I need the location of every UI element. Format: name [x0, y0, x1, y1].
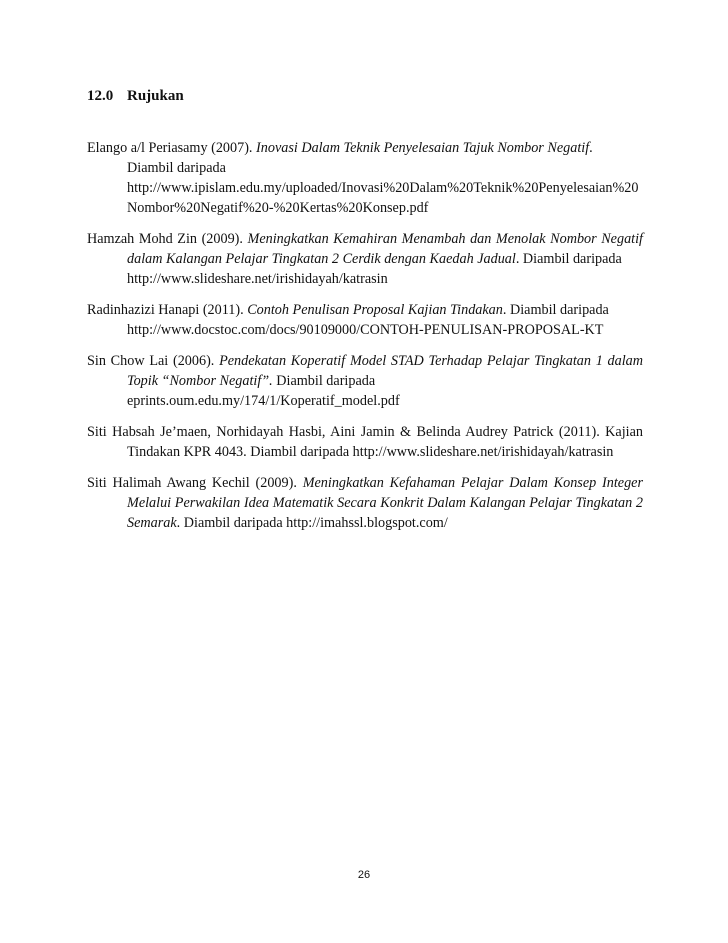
reference-title: Inovasi Dalam Teknik Penyelesaian Tajuk Nombor Negatif [256, 140, 590, 156]
reference-title: Meningkatkan Kefahaman Pelajar Dalam Konsep Integer Melalui Perwakilan Idea Matematik Secara Konkrit Dalam Kalangan Pelajar Tingkatan 2 Semarak [127, 475, 643, 531]
reference-author: Hamzah Mohd Zin (2009). [87, 231, 248, 247]
section-title: Rujukan [127, 88, 184, 104]
reference-item-4 [87, 351, 643, 411]
reference-item-1 [87, 138, 643, 218]
reference-url: http://www.ipislam.edu.my/uploaded/Inovasi%20Dalam%20Teknik%20Penyelesaian%20Nombor%20Negatif%20-%20Kertas%20Konsep.pdf [127, 180, 639, 216]
reference-title: Contoh Penulisan Proposal Kajian Tindakan [247, 302, 503, 318]
reference-after-title: . Diambil daripada [515, 251, 622, 267]
reference-title: Pendekatan Koperatif Model STAD Terhadap Pelajar Tingkatan 1 dalam Topik “Nombor Negatif”. [127, 353, 643, 389]
reference-list [87, 138, 643, 544]
reference-item-6 [87, 473, 643, 533]
reference-url: eprints.oum.edu.my/174/1/Koperatif_model.pdf [127, 393, 400, 409]
reference-url: http://www.docstoc.com/docs/90109000/CONTOH-PENULISAN-PROPOSAL-KT [127, 322, 604, 338]
reference-text: Siti Habsah Je’maen, Norhidayah Hasbi, Aini Jamin & Belinda Audrey Patrick (2011). Kajian Tindakan KPR 4043. Diambil daripada http://www.slideshare.net/irishidayah/katrasin [87, 424, 643, 460]
reference-item-3 [87, 300, 643, 340]
reference-author: Elango a/l Periasamy (2007). [87, 140, 257, 156]
section-number: 12.0 [87, 88, 114, 104]
reference-after-title: . Diambil daripada http://imahssl.blogspot.com/ [176, 515, 448, 531]
reference-author: Radinhazizi Hanapi (2011). [87, 302, 248, 318]
reference-retrieved: Diambil daripada [127, 160, 226, 176]
page-number: 26 [357, 869, 371, 881]
reference-author: Sin Chow Lai (2006). [87, 353, 220, 369]
reference-item-5 [87, 422, 643, 462]
reference-item-2 [87, 229, 643, 289]
reference-after-title: Diambil daripada [272, 373, 376, 389]
reference-after-title: . Diambil daripada [502, 302, 609, 318]
reference-url: http://www.slideshare.net/irishidayah/katrasin [127, 271, 388, 287]
reference-after-title: . [589, 140, 593, 156]
reference-author: Siti Halimah Awang Kechil (2009). [87, 475, 303, 491]
section-heading [87, 86, 184, 106]
reference-title: Meningkatkan Kemahiran Menambah dan Menolak Nombor Negatif dalam Kalangan Pelajar Tingkatan 2 Cerdik dengan Kaedah Jadual [127, 231, 643, 267]
